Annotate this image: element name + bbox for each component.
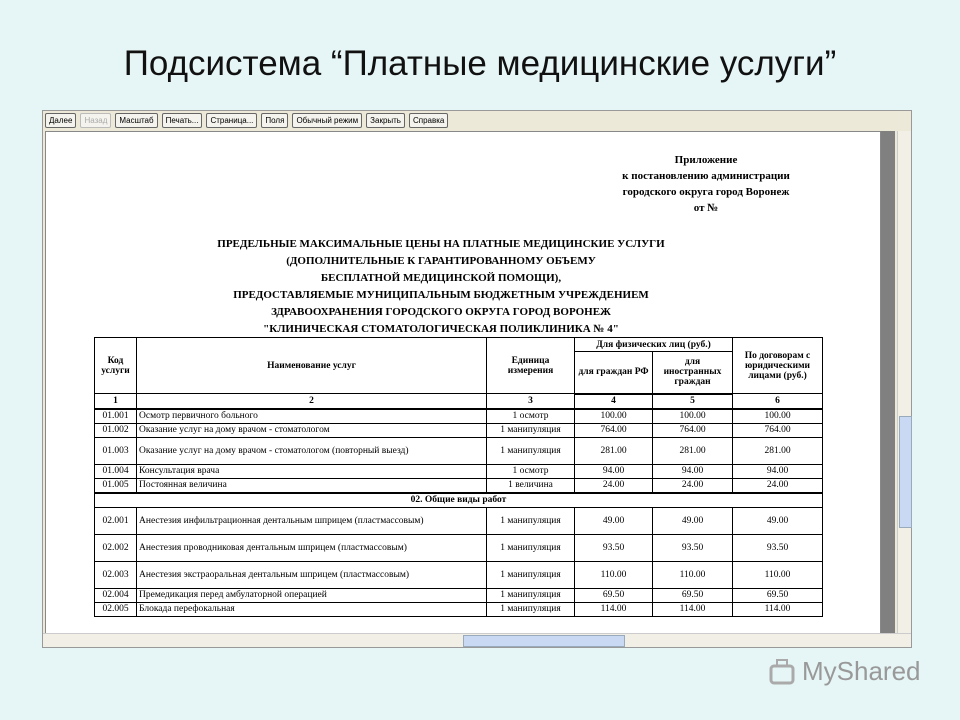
appendix-note [586,152,826,216]
section-row [95,493,823,508]
mysharedlogo [768,656,921,687]
price-rf-cell: 94.00 [575,464,653,478]
code-cell: 02.002 [95,534,137,561]
logo-text: MyShared [802,656,921,686]
toolbar-button-6[interactable]: Обычный режим [292,113,362,128]
price-foreign-cell: 69.50 [653,588,733,602]
code-cell: 02.005 [95,602,137,616]
name-cell: Анестезия инфильтрационная дентальным шприцем (пластмассовым) [137,507,487,534]
column-number: 3 [487,394,575,409]
table-row [95,561,823,588]
header-physical: Для физических лиц (руб.) [575,338,733,352]
code-cell: 01.004 [95,464,137,478]
table-row [95,534,823,561]
toolbar-button-7[interactable]: Закрыть [366,113,405,128]
name-cell: Оказание услуг на дому врачом - стоматологом (повторный выезд) [137,437,487,464]
price-legal-cell: 110.00 [733,561,823,588]
unit-cell: 1 величина [487,478,575,493]
price-table [94,337,823,617]
table-row [95,409,823,424]
price-legal-cell: 94.00 [733,464,823,478]
horizontal-scrollbar[interactable] [43,633,911,647]
header-name: Наименование услуг [137,338,487,394]
code-cell: 01.003 [95,437,137,464]
price-foreign-cell: 764.00 [653,423,733,437]
document-page [45,131,881,635]
unit-cell: 1 манипуляция [487,437,575,464]
toolbar-button-0[interactable]: Далее [45,113,76,128]
header-foreign: для иностранных граждан [653,352,733,394]
name-cell: Постоянная величина [137,478,487,493]
unit-cell: 1 манипуляция [487,534,575,561]
price-rf-cell: 69.50 [575,588,653,602]
name-cell: Анестезия проводниковая дентальным шприцем (пластмассовым) [137,534,487,561]
price-rf-cell: 764.00 [575,423,653,437]
header-rf: для граждан РФ [575,352,653,394]
heading-line: ПРЕДЕЛЬНЫЕ МАКСИМАЛЬНЫЕ ЦЕНЫ НА ПЛАТНЫЕ МЕДИЦИНСКИЕ УСЛУГИ [217,238,665,250]
scroll-thumb[interactable] [463,635,625,647]
price-legal-cell: 24.00 [733,478,823,493]
unit-cell: 1 осмотр [487,464,575,478]
price-legal-cell: 114.00 [733,602,823,616]
price-rf-cell: 100.00 [575,409,653,424]
price-rf-cell: 281.00 [575,437,653,464]
code-cell: 02.003 [95,561,137,588]
column-number: 6 [733,394,823,409]
price-rf-cell: 114.00 [575,602,653,616]
slide-title: Подсистема “Платные медицинские услуги” [123,44,837,83]
heading-line: ЗДРАВООХРАНЕНИЯ ГОРОДСКОГО ОКРУГА ГОРОД ВОРОНЕЖ [271,306,611,318]
page-margin [881,131,895,633]
appendix-line: городского округа город Воронеж [622,186,790,198]
price-foreign-cell: 94.00 [653,464,733,478]
toolbar-button-4[interactable]: Страница... [206,113,257,128]
column-number: 5 [653,394,733,409]
heading-line: (ДОПОЛНИТЕЛЬНЫЕ К ГАРАНТИРОВАННОМУ ОБЪЕМУ [286,255,596,267]
name-cell: Блокада перефокальная [137,602,487,616]
price-legal-cell: 69.50 [733,588,823,602]
toolbar-button-5[interactable]: Поля [261,113,288,128]
table-row [95,437,823,464]
price-rf-cell: 93.50 [575,534,653,561]
code-cell: 02.004 [95,588,137,602]
header-code: Код услуги [95,338,137,394]
price-legal-cell: 281.00 [733,437,823,464]
unit-cell: 1 манипуляция [487,507,575,534]
price-legal-cell: 100.00 [733,409,823,424]
logo-icon [768,658,796,686]
name-cell: Консультация врача [137,464,487,478]
code-cell: 02.001 [95,507,137,534]
unit-cell: 1 манипуляция [487,561,575,588]
price-foreign-cell: 24.00 [653,478,733,493]
table-row [95,588,823,602]
heading-line: БЕСПЛАТНОЙ МЕДИЦИНСКОЙ ПОМОЩИ), [320,272,562,284]
unit-cell: 1 манипуляция [487,602,575,616]
vertical-scrollbar[interactable] [897,131,911,633]
column-number: 4 [575,394,653,409]
table-row [95,464,823,478]
price-foreign-cell: 100.00 [653,409,733,424]
appendix-line: от № [693,202,719,214]
toolbar-button-1[interactable]: Назад [80,113,111,128]
scroll-thumb[interactable] [899,416,912,528]
unit-cell: 1 осмотр [487,409,575,424]
table-row [95,507,823,534]
name-cell: Осмотр первичного больного [137,409,487,424]
appendix-line: к постановлению администрации [622,170,790,182]
price-legal-cell: 93.50 [733,534,823,561]
appendix-line: Приложение [674,154,738,166]
table-row [95,602,823,616]
code-cell: 01.005 [95,478,137,493]
unit-cell: 1 манипуляция [487,423,575,437]
price-foreign-cell: 49.00 [653,507,733,534]
price-legal-cell: 49.00 [733,507,823,534]
table-row [95,423,823,437]
price-foreign-cell: 281.00 [653,437,733,464]
document-heading [96,236,786,338]
column-number: 1 [95,394,137,409]
section-title: 02. Общие виды работ [95,493,823,508]
price-legal-cell: 764.00 [733,423,823,437]
price-foreign-cell: 114.00 [653,602,733,616]
name-cell: Премедикация перед амбулаторной операцией [137,588,487,602]
heading-line: "КЛИНИЧЕСКАЯ СТОМАТОЛОГИЧЕСКАЯ ПОЛИКЛИНИКА № 4" [263,323,619,335]
table-row [95,478,823,493]
toolbar [45,113,448,129]
code-cell: 01.002 [95,423,137,437]
price-rf-cell: 24.00 [575,478,653,493]
price-rf-cell: 110.00 [575,561,653,588]
header-legal: По договорам с юридическими лицами (руб.) [733,338,823,394]
toolbar-button-2[interactable]: Масштаб [115,113,157,128]
toolbar-button-8[interactable]: Справка [409,113,448,128]
column-numbers-row [95,394,823,409]
column-number: 2 [137,394,487,409]
header-unit: Единица измерения [487,338,575,394]
print-preview-window [42,110,912,648]
heading-line: ПРЕДОСТАВЛЯЕМЫЕ МУНИЦИПАЛЬНЫМ БЮДЖЕТНЫМ УЧРЕЖДЕНИЕМ [233,289,649,301]
price-foreign-cell: 110.00 [653,561,733,588]
price-rf-cell: 49.00 [575,507,653,534]
price-foreign-cell: 93.50 [653,534,733,561]
name-cell: Оказание услуг на дому врачом - стоматологом [137,423,487,437]
name-cell: Анестезия экстраоральная дентальным шприцем (пластмассовым) [137,561,487,588]
code-cell: 01.001 [95,409,137,424]
unit-cell: 1 манипуляция [487,588,575,602]
toolbar-button-3[interactable]: Печать... [162,113,203,128]
